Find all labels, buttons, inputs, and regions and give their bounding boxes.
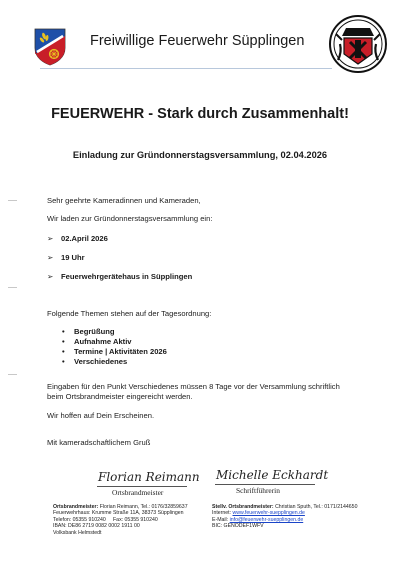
margin-fold-mark [8, 374, 17, 375]
footer-iban: IBAN: DE86 2719 0082 0002 1911 00 [53, 523, 140, 530]
signature-left-role: Ortsbrandmeister [112, 488, 164, 497]
signature-left: Florian Reimann [98, 470, 200, 484]
agenda-item [62, 327, 115, 337]
signature-line [215, 484, 315, 485]
signature-line [97, 486, 187, 487]
agenda-intro: Folgende Themen stehen auf der Tagesordnung: [47, 309, 212, 318]
footer-internet-label: Internet: [212, 510, 232, 517]
margin-fold-mark [8, 200, 17, 201]
footer-left [53, 504, 188, 536]
footer-website-link[interactable]: www.feuerwehr-suepplingen.de [232, 510, 305, 517]
agenda-item-text: Termine | Aktivitäten 2026 [74, 347, 167, 356]
bullet-dot-icon: • [62, 327, 65, 336]
page-headline: FEUERWEHR - Stark durch Zusammenhalt! [51, 106, 349, 122]
detail-location [47, 272, 192, 281]
footer-bic: BIC: GENODEF1WFV [212, 523, 264, 530]
header-divider [40, 68, 332, 69]
signature-right: Michelle Eckhardt [216, 468, 329, 482]
agenda-item [62, 357, 127, 367]
arrow-bullet-icon: ➢ [47, 272, 54, 281]
footer-left-label: Ortsbrandmeister: [53, 504, 99, 510]
bullet-dot-icon: • [62, 337, 65, 346]
agenda-item [62, 347, 167, 357]
notice-paragraph [47, 382, 340, 402]
footer-email-link[interactable]: info@feuerwehr-suepplingen.de [229, 516, 304, 523]
arrow-bullet-icon: ➢ [47, 234, 54, 243]
footer-left-contact: Florian Reimann, Tel.: 0176/32859637 [99, 504, 188, 510]
footer-right [212, 504, 357, 530]
footer-right-label: Stellv. Ortsbrandmeister: [212, 504, 274, 510]
hope-text: Wir hoffen auf Dein Erscheinen. [47, 411, 155, 420]
fire-brigade-emblem-icon [328, 14, 388, 74]
agenda-item [62, 337, 132, 347]
detail-time-text: 19 Uhr [61, 253, 85, 262]
notice-line: Eingaben für den Punkt Verschiedenes müssen 8 Tage vor der Versammlung schriftlich [47, 382, 340, 391]
detail-time [47, 253, 85, 262]
footer-address: Feuerwehrhaus: Krumme Straße 11A, 38373 Süpplingen [53, 510, 184, 517]
bullet-dot-icon: • [62, 347, 65, 356]
organization-title: Freiwillige Feuerwehr Süpplingen [90, 33, 305, 49]
notice-line: beim Ortsbrandmeister eingereicht werden. [47, 392, 193, 401]
footer-phone: Telefon: 05355 910240 [53, 516, 106, 523]
agenda-item-text: Begrüßung [74, 327, 115, 336]
footer-fax: Fax: 05355 910240 [113, 516, 158, 523]
detail-date-text: 02.April 2026 [61, 234, 108, 243]
detail-location-text: Feuerwehrgerätehaus in Süpplingen [61, 272, 193, 281]
margin-fold-mark [8, 287, 17, 288]
municipal-crest-icon [34, 28, 66, 66]
agenda-item-text: Aufnahme Aktiv [74, 337, 132, 346]
footer-email-label: E-Mail: [212, 516, 229, 523]
greeting: Sehr geehrte Kameradinnen und Kameraden, [47, 196, 201, 205]
signature-right-role: Schriftführerin [236, 486, 280, 495]
agenda-item-text: Verschiedenes [74, 357, 128, 366]
footer-bank: Volksbank Helmstedt [53, 529, 102, 536]
arrow-bullet-icon: ➢ [47, 253, 54, 262]
closing-text: Mit kameradschaftlichem Gruß [47, 438, 151, 447]
bullet-dot-icon: • [62, 357, 65, 366]
invitation-subject: Einladung zur Gründonnerstagsversammlung, 02.04.2026 [72, 150, 328, 160]
footer-right-contact: Christian Sputh, Tel.: 0171/2144650 [275, 504, 358, 510]
detail-date [47, 234, 108, 243]
intro-text: Wir laden zur Gründonnerstagsversammlung ein: [47, 214, 213, 223]
